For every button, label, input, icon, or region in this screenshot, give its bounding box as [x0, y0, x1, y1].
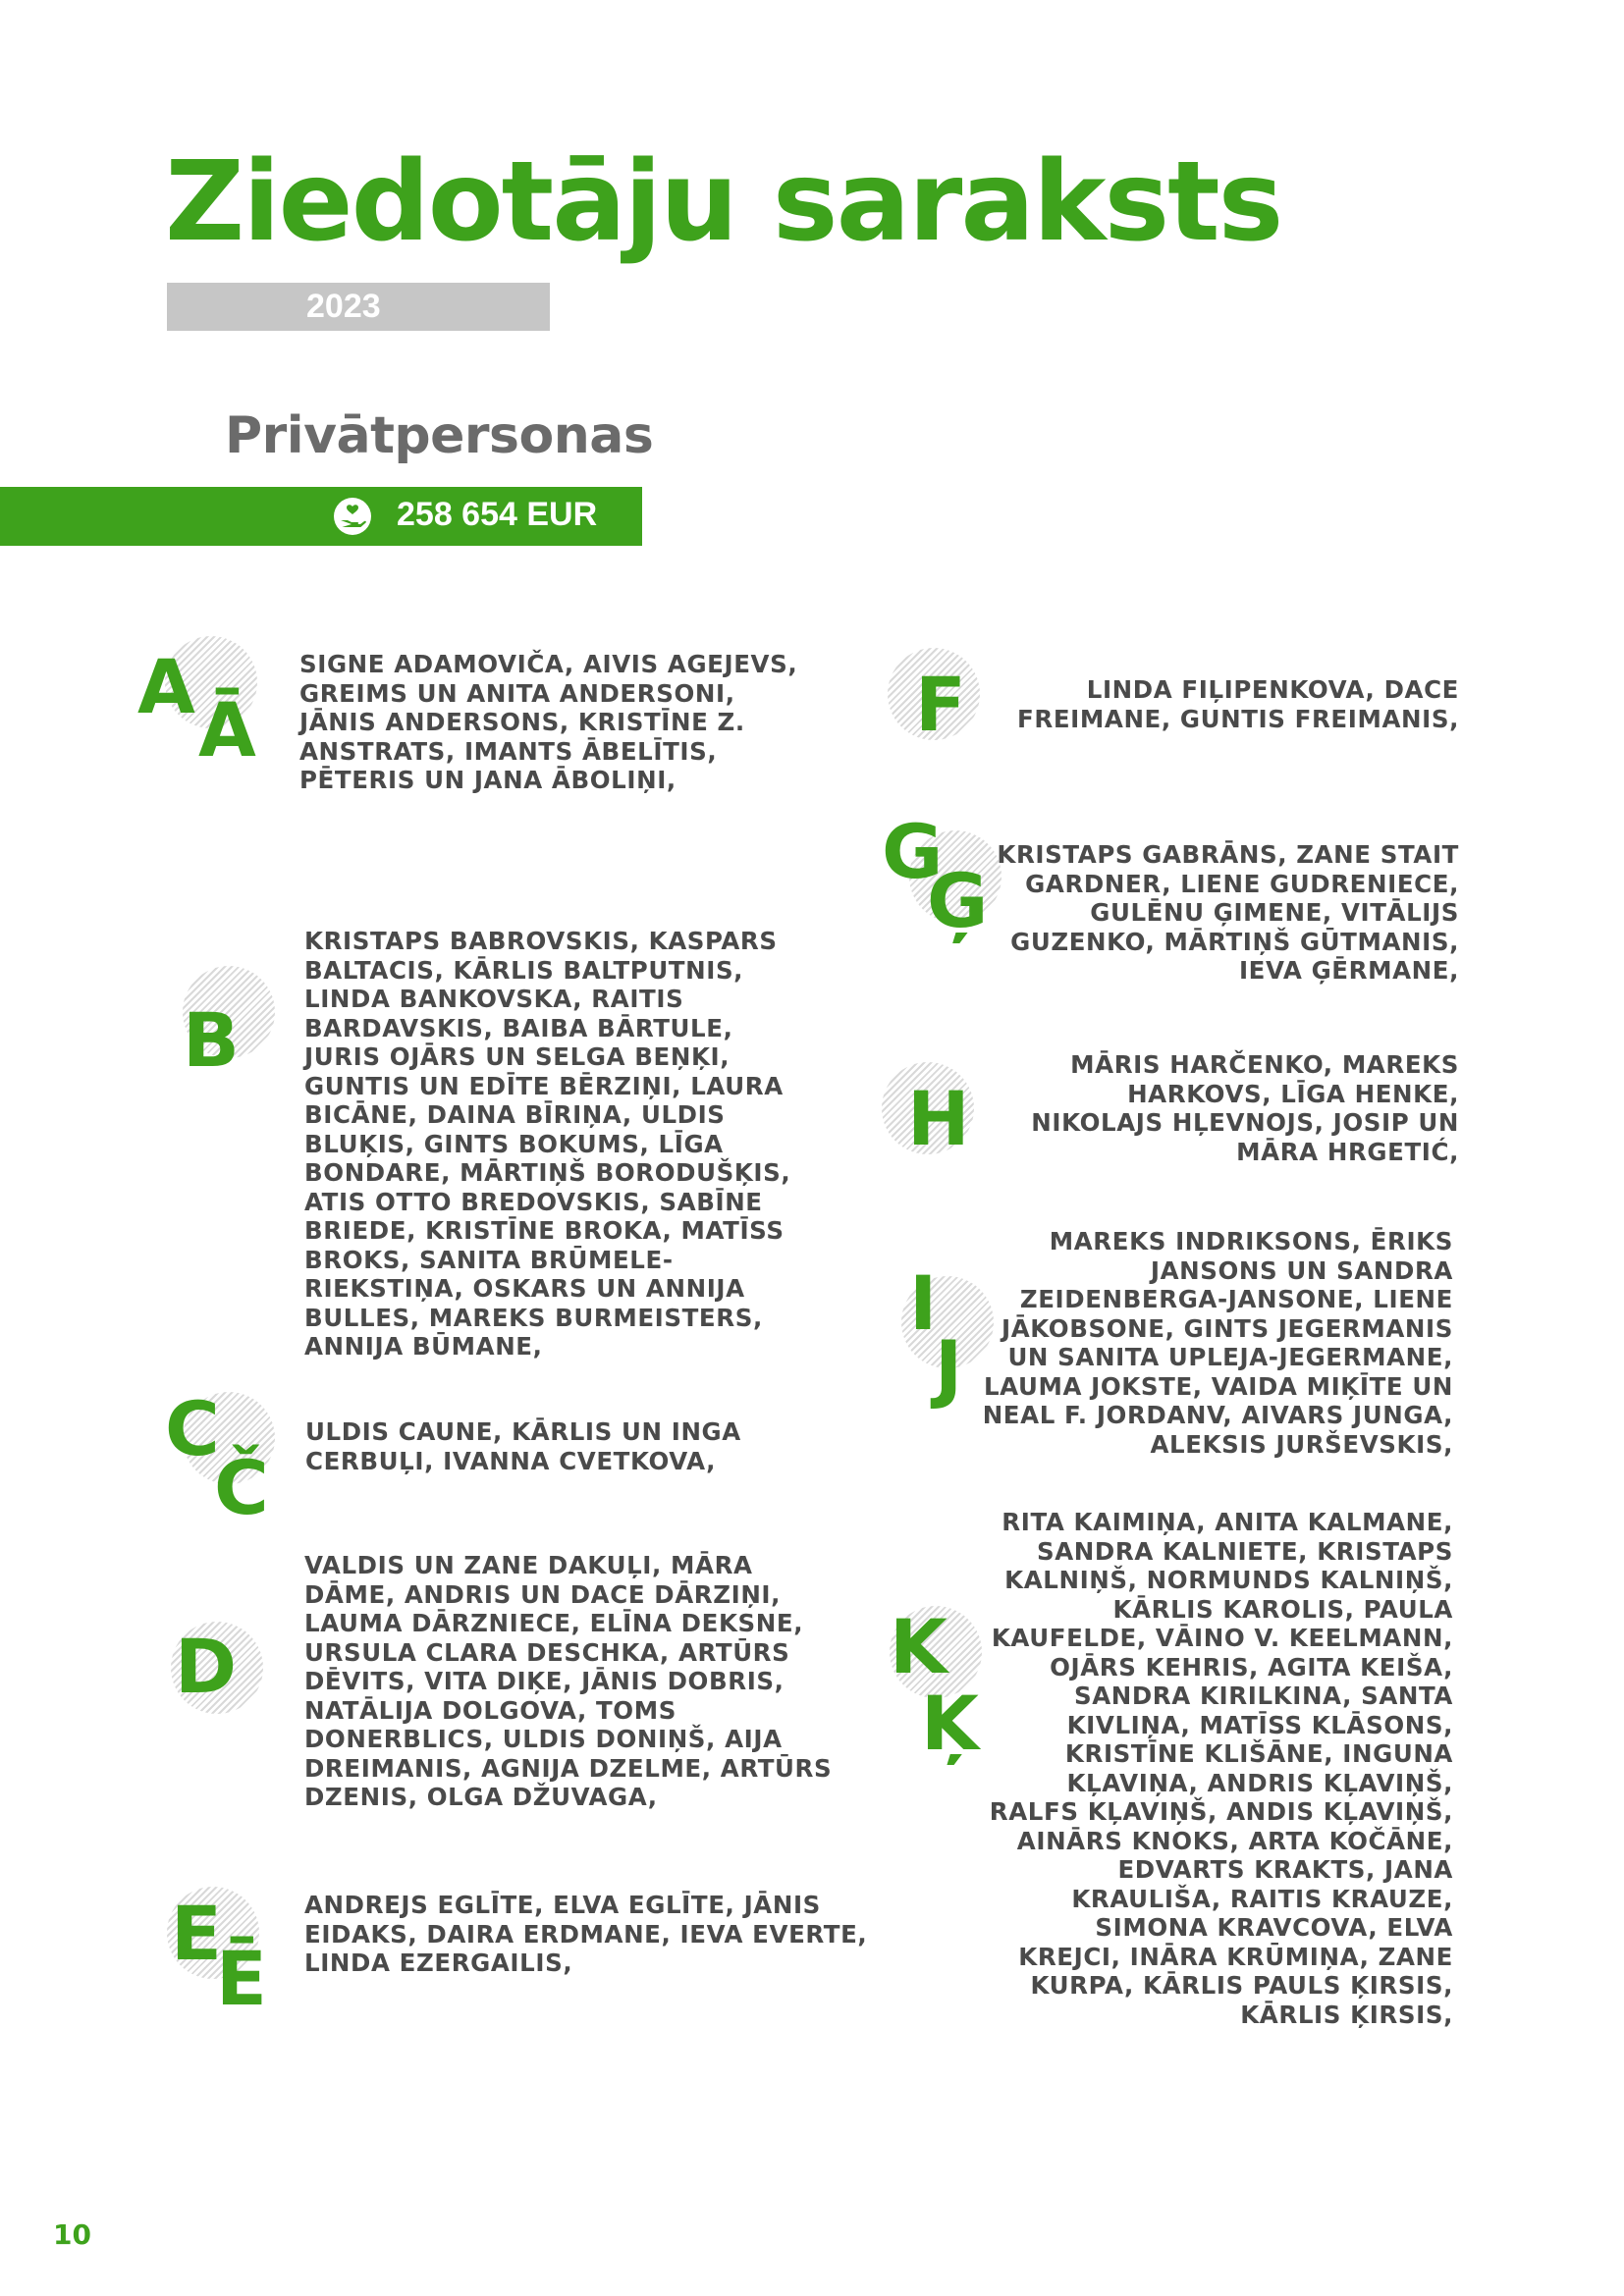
names-b: KRISTAPS BABROVSKIS, KASPARS BALTACIS, KĀRLIS BALTPUTNIS, LINDA BANKOVSKA, RAITIS BARDAVSKIS, BAIBA BĀRTULE, JURIS OJĀRS UN SELGA BEŅĶI, GUNTIS UN EDĪTE BĒRZIŅI, LAURA BICĀNE, DAINA BĪRIŅA, ULDIS BLUĶIS, GINTS BOKUMS, LĪGA BONDARE, MĀRTIŅŠ BORODUŠĶIS, ATIS OTTO BREDOVSKIS, SABĪNE BRIEDE, KRISTĪNE BROKA, MATĪSS BROKS, SANITA BRŪMELE- RIEKSTIŅA, OSKARS UN ANNIJA BULLES, MAREKS BURMEISTERS, ANNIJA BŪMANE, — [304, 927, 791, 1361]
names-f: LINDA FIĻIPENKOVA, DACE FREIMANE, GUNTIS FREIMANIS, — [1017, 675, 1459, 733]
page-number: 10 — [53, 2218, 91, 2251]
names-k: RITA KAIMIŅA, ANITA KALMANE, SANDRA KALNIETE, KRISTAPS KALNIŅŠ, NORMUNDS KALNIŅŠ, KĀRLIS KAROLIS, PAULA KAUFELDE, VĀINO V. KEELMANN, OJĀRS KEHRIS, AGITA KEIŠA, SANDRA KIRILKINA, SANTA KIVLIŅA, MATĪSS KLĀSONS, KRISTĪNE KLIŠĀNE, INGUNA KĻAVIŅA, ANDRIS KĻAVIŅŠ, RALFS KĻAVIŅŠ, ANDIS KĻAVIŅŠ, AINĀRS KNOKS, ARTA KOČĀNE, EDVARTS KRAKTS, JANA KRAULIŠA, RAITIS KRAUZE, SIMONA KRAVCOVA, ELVA KREJCI, INĀRA KRŪMIŅA, ZANE KURPA, KĀRLIS PAULS ĶIRSIS, KĀRLIS ĶIRSIS, — [989, 1508, 1453, 2029]
letter-c: C — [165, 1385, 220, 1472]
letter-k: K — [890, 1603, 947, 1690]
names-c: ULDIS CAUNE, KĀRLIS UN INGA CERBUĻI, IVANNA CVETKOVA, — [305, 1417, 741, 1475]
letter-j: J — [935, 1324, 963, 1412]
letter-g-cedilla: Ģ — [927, 857, 989, 944]
names-ij: MAREKS INDRIKSONS, ĒRIKS JANSONS UN SANDRA ZEIDENBERGA-JANSONE, LIENE JĀKOBSONE, GINTS JEGERMANIS UN SANITA UPLEJA-JEGERMANE, LAUMA JOKSTE, VAIDA MIĶĪTE UN NEAL F. JORDANV, AIVARS JUNGA, ALEKSIS JURŠEVSKIS, — [982, 1227, 1453, 1459]
total-amount-bar — [0, 487, 642, 546]
page-title: Ziedotāju saraksts — [165, 138, 1282, 266]
letter-a: A — [137, 643, 195, 730]
letter-a-macron: Ā — [198, 686, 256, 774]
names-e: ANDREJS EGLĪTE, ELVA EGLĪTE, JĀNIS EIDAKS, DAIRA ERDMANE, IEVA EVERTE, LINDA EZERGAILIS, — [304, 1891, 868, 1977]
letter-d: D — [175, 1623, 238, 1710]
letter-f: F — [915, 661, 966, 748]
total-amount: 258 654 EUR — [397, 496, 598, 533]
letter-h: H — [907, 1075, 970, 1162]
names-g: KRISTAPS GABRĀNS, ZANE STAIT GARDNER, LIENE GUDRENIECE, GULĒNU ĢIMENE, VITĀLIJS GUZENKO, MĀRTIŅŠ GŪTMANIS, IEVA ĢĒRMANE, — [997, 840, 1459, 985]
letter-g: G — [882, 808, 944, 895]
letter-c-caron: Č — [214, 1444, 269, 1531]
donate-hand-icon — [333, 497, 372, 536]
letter-k-cedilla: Ķ — [921, 1680, 979, 1767]
letter-e: E — [171, 1890, 222, 1977]
year-bar — [167, 283, 550, 331]
letter-e-macron: Ē — [216, 1935, 267, 2022]
names-h: MĀRIS HARČENKO, MAREKS HARKOVS, LĪGA HENKE, NIKOLAJS HĻEVNOJS, JOSIP UN MĀRA HRGETIĆ, — [1031, 1050, 1459, 1166]
names-d: VALDIS UN ZANE DAKUĻI, MĀRA DĀME, ANDRIS UN DACE DĀRZIŅI, LAUMA DĀRZNIECE, ELĪNA DEKSNE, URSULA CLARA DESCHKA, ARTŪRS DĒVITS, VITA DIĶE, JĀNIS DOBRIS, NATĀLIJA DOLGOVA, TOMS DONERBLICS, ULDIS DONIŅŠ, AIJA DREIMANIS, AGNIJA DZELME, ARTŪRS DZENIS, OLGA DŽUVAGA, — [304, 1551, 833, 1811]
letter-i: I — [909, 1259, 938, 1347]
names-a: SIGNE ADAMOVIČA, AIVIS AGEJEVS, GREIMS UN ANITA ANDERSONI, JĀNIS ANDERSONS, KRISTĪNE Z. ANSTRATS, IMANTS ĀBELĪTIS, PĒTERIS UN JANA ĀBOLIŅI, — [299, 650, 798, 794]
letter-b: B — [183, 996, 240, 1084]
year-label: 2023 — [306, 288, 381, 325]
section-subtitle: Privātpersonas — [225, 406, 654, 465]
